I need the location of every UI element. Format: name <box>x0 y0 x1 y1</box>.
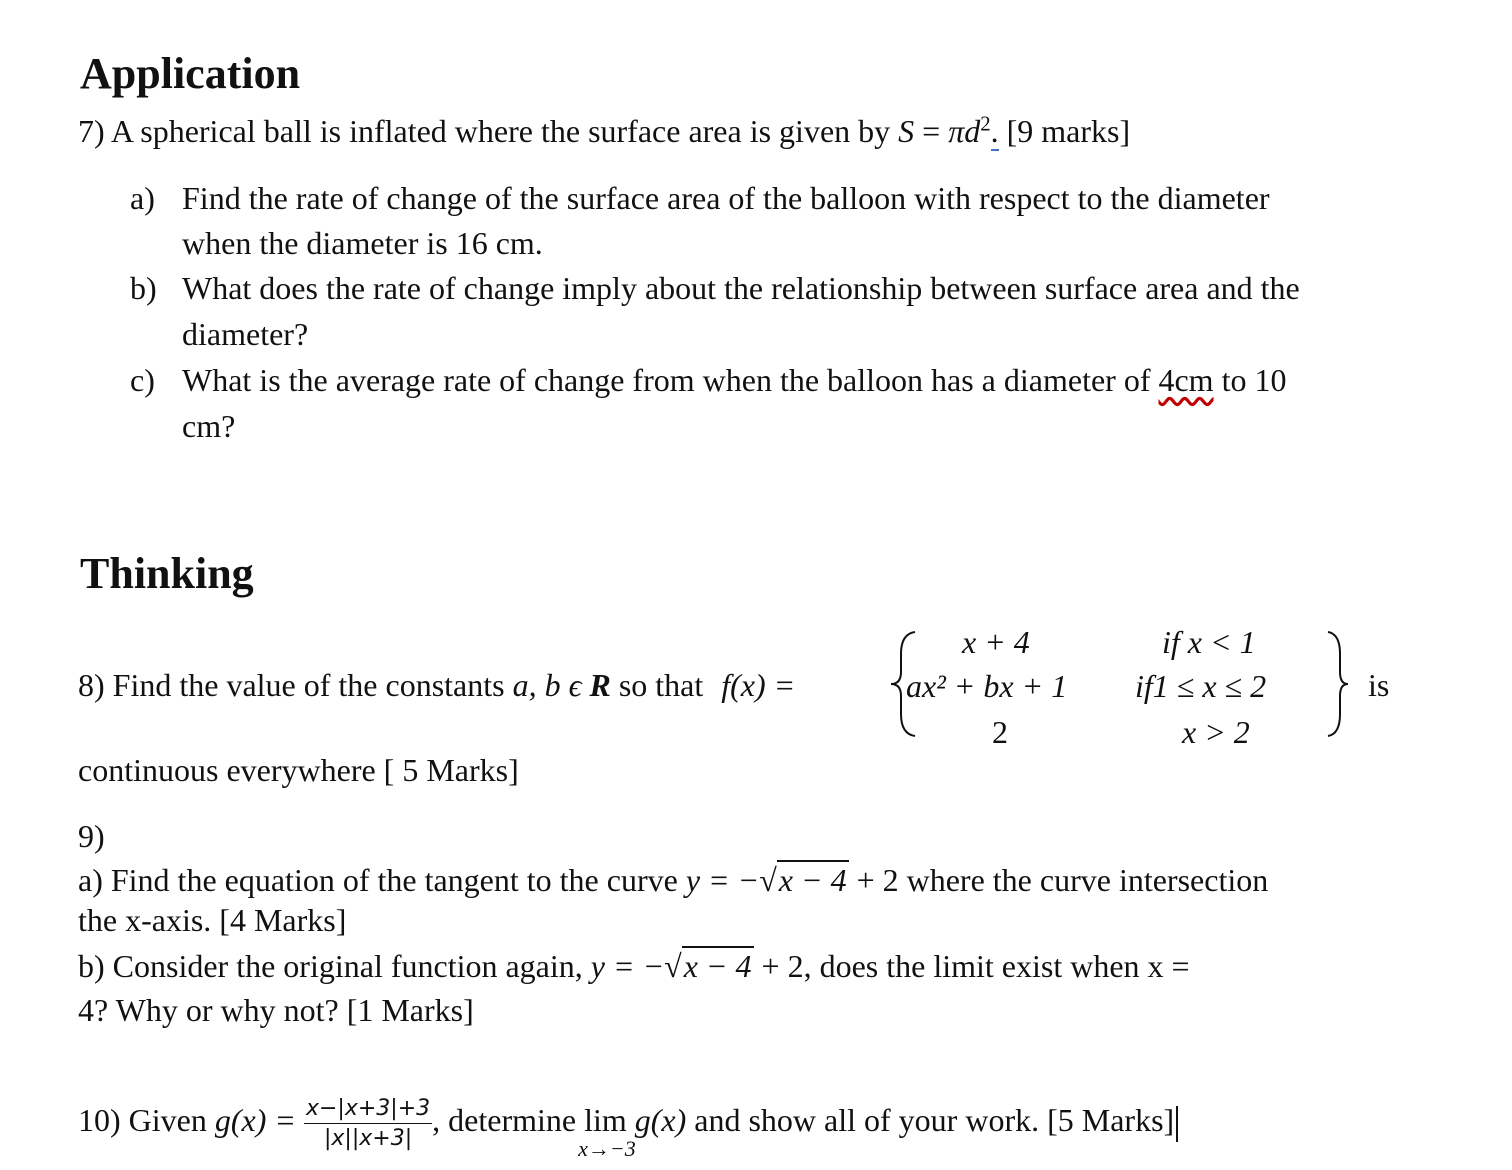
q7c-label: c) <box>130 362 155 398</box>
question-8-stem <box>78 667 795 704</box>
q8-line2: continuous everywhere [ 5 Marks] <box>78 752 519 788</box>
q8-is: is <box>1368 667 1390 703</box>
q10-g: g(x) = <box>214 1101 296 1138</box>
q9a-prefix: a) Find the equation of the tangent to the curve <box>78 862 686 898</box>
sqrt-icon: √ <box>664 948 682 984</box>
q7-marks: [9 marks] <box>998 113 1131 149</box>
q7b-line1: What does the rate of change imply about the relationship between surface area and the <box>182 270 1300 306</box>
q8-reals: R <box>589 667 611 703</box>
q8-case3-cond: x > 2 <box>1182 714 1250 750</box>
q7-stem-prefix: 7) A spherical ball is inflated where the surface area is given by <box>78 113 899 149</box>
right-brace <box>1322 628 1352 740</box>
q8-case3-expr: 2 <box>992 714 1008 750</box>
q10-mid: , determine <box>432 1101 585 1138</box>
q7c-spelling-flag: 4cm <box>1158 362 1214 398</box>
q8-case2-cond: if1 ≤ x ≤ 2 <box>1135 668 1267 704</box>
q8-case1-expr: x + 4 <box>962 624 1030 660</box>
q10-g-after: g(x) <box>634 1101 687 1138</box>
q9b-line1 <box>78 948 1190 985</box>
q9-number: 9) <box>78 818 105 854</box>
question-7-stem <box>78 113 1130 150</box>
q9a-line1 <box>78 862 1268 899</box>
q9a-line2: the x-axis. [4 Marks] <box>78 902 347 938</box>
q9b-radicand: x − 4 <box>683 948 752 984</box>
sqrt-icon: √ <box>759 862 777 898</box>
q7b-line2: diameter? <box>182 316 309 352</box>
q8-function: f(x) = <box>721 667 796 703</box>
q7a-line2: when the diameter is 16 cm. <box>182 225 543 261</box>
q10-lim-sub: x→−3 <box>578 1135 636 1161</box>
q7a-line1: Find the rate of change of the surface area of the balloon with respect to the diameter <box>182 180 1270 216</box>
q7-equals: = <box>914 113 949 149</box>
q8-case1-cond: if x < 1 <box>1162 624 1256 660</box>
q7c-line1-post: to 10 <box>1213 362 1287 398</box>
q10-denominator: |x||x+3| <box>323 1126 413 1151</box>
q7-stem-end: . <box>990 113 999 149</box>
q7-formula-lhs: S <box>898 113 915 149</box>
q9b-y: y = − <box>590 948 665 984</box>
q10-numerator: x−|x+3|+3 <box>304 1096 432 1124</box>
text-cursor <box>1176 1106 1178 1142</box>
q9b-prefix: b) Consider the original function again, <box>78 948 591 984</box>
q10-fraction <box>304 1096 432 1151</box>
section-heading-thinking: Thinking <box>80 549 254 598</box>
q8-prefix: 8) Find the value of the constants <box>78 667 513 703</box>
section-heading-application: Application <box>80 49 301 98</box>
q7-formula-rhs: πd <box>948 113 981 149</box>
q8-case2-expr: ax² + bx + 1 <box>906 668 1068 704</box>
q9b-line2: 4? Why or why not? [1 Marks] <box>78 992 474 1028</box>
q10-lim: lim <box>584 1101 627 1138</box>
q9a-suffix: + 2 where the curve intersection <box>848 862 1269 898</box>
q10-prefix: 10) Given <box>78 1101 215 1138</box>
q7c-line2: cm? <box>182 408 236 444</box>
question-10 <box>78 1096 1178 1161</box>
q7-exponent: 2 <box>980 112 991 136</box>
q10-limit <box>578 1101 636 1161</box>
q9a-radicand: x − 4 <box>778 862 847 898</box>
q8-constants: a, b ϵ <box>512 667 590 703</box>
q9b-suffix: + 2, does the limit exist when x = <box>753 948 1190 984</box>
q9a-y: y = − <box>685 862 760 898</box>
q7c-line1 <box>182 362 1286 399</box>
q7a-label: a) <box>130 180 155 216</box>
q7b-label: b) <box>130 270 157 306</box>
q7c-line1-pre: What is the average rate of change from when the balloon has a diameter of <box>182 362 1159 398</box>
q8-so-that: so that <box>610 667 712 703</box>
q10-suffix: and show all of your work. [5 Marks] <box>686 1101 1175 1138</box>
